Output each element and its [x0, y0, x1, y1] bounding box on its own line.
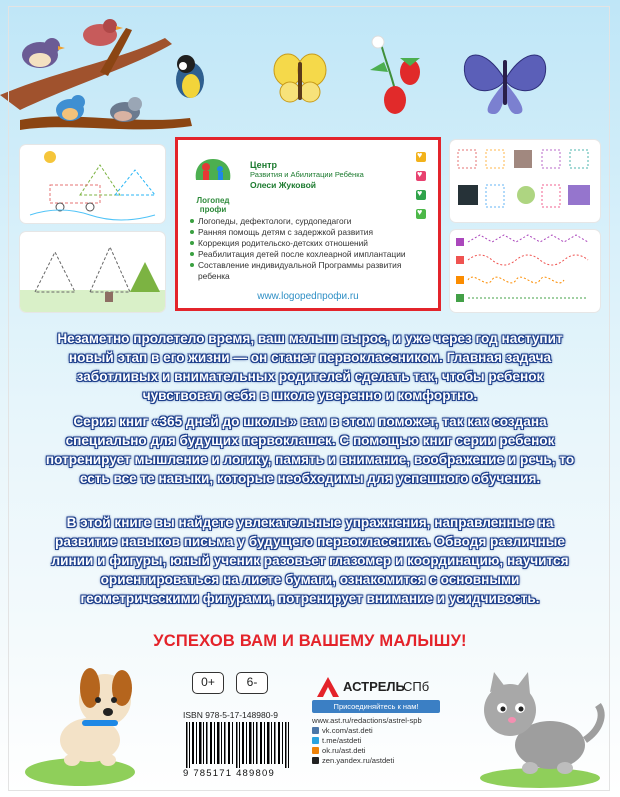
- book-content-paragraph: В этой книге вы найдете увлекательные упражнения, направленные на развитие навыков письма у будущего первоклассника. Обводя различные линии и фигуры, юный ученик разовьет глазомер и координацию, научится ориентироваться на листе бумаги, ознакомится с основными геометрическими фигурами, потренирует внимание и усидчивость.: [51, 515, 569, 606]
- services-list: [190, 216, 430, 282]
- telegram-icon: [312, 737, 319, 744]
- astrel-logo-icon: [317, 677, 339, 697]
- service-item: Составление индивидуальной Программы развития ребенка: [190, 260, 430, 282]
- telegram-link[interactable]: [312, 736, 472, 746]
- zen-link[interactable]: [312, 756, 472, 766]
- join-us-banner: Присоединяйтесь к нам!: [312, 700, 440, 713]
- heart-icon: [416, 171, 426, 181]
- age-rating-badge: 0+: [192, 672, 224, 694]
- speech-center-ad-card: [175, 137, 441, 311]
- publisher-links: [312, 716, 472, 766]
- ok-link-text: ok.ru/ast.deti: [322, 746, 366, 755]
- ok-link[interactable]: [312, 746, 472, 756]
- barcode-icon: [184, 722, 294, 768]
- logo-text-line-2: профи: [199, 205, 227, 214]
- publisher-city: СПб: [403, 679, 430, 694]
- publisher-website-link[interactable]: www.ast.ru/redactions/astrel-spb: [312, 716, 422, 725]
- odnoklassniki-icon: [312, 747, 319, 754]
- series-paragraph: Серия книг «365 дней до школы» вам в этом поможет, так как создана специально для будущих первоклашек. С помощью книг серии ребенок потренирует мышление и логику, память и внимание, воображение и речь, то есть все те навыки, которые необходимы для успешного обучения.: [45, 414, 575, 486]
- barcode-digits: 9 785171 489809: [183, 768, 275, 779]
- service-item: Ранняя помощь детям с задержкой развития: [190, 227, 430, 238]
- isbn-text: ISBN 978-5-17-148980-9: [183, 710, 278, 720]
- vk-icon: [312, 727, 319, 734]
- worksheet-thumbnail-lines: [450, 230, 600, 312]
- vk-link[interactable]: [312, 726, 472, 736]
- service-item: Логопеды, дефектологи, сурдопедагоги: [190, 216, 430, 227]
- vk-link-text: vk.com/ast.deti: [322, 726, 373, 735]
- zen-icon: [312, 757, 319, 764]
- service-item: Коррекция родительско-детских отношений: [190, 238, 430, 249]
- center-website-link[interactable]: www.logopedпрофи.ru: [257, 291, 359, 302]
- center-title-block: [250, 160, 364, 190]
- zen-link-text: zen.yandex.ru/astdeti: [322, 756, 395, 765]
- yellow-butterfly-illustration: [270, 48, 330, 108]
- age-recommendation-badge: 6-: [236, 672, 268, 694]
- center-subtitle: Развития и Абилитации Ребёнка: [250, 170, 364, 179]
- purple-butterfly-illustration: [455, 40, 555, 120]
- logo-wordmark: [187, 196, 239, 214]
- logo-text-line-1: Логопед: [196, 196, 230, 205]
- worksheet-thumbnail-trees: [20, 232, 165, 312]
- telegram-link-text: t.me/astdeti: [322, 736, 362, 745]
- service-item: Реабилитация детей после кохлеарной имплантации: [190, 249, 430, 260]
- publisher-logo: [317, 675, 437, 699]
- heart-icon: [416, 152, 426, 162]
- heart-icon: [416, 190, 426, 200]
- puppy-illustration: [20, 660, 160, 790]
- center-name: Олеси Жуковой: [250, 180, 316, 190]
- worksheet-thumbnail-shapes: [20, 145, 165, 223]
- kitten-illustration: [460, 660, 610, 790]
- intro-paragraph: Незаметно пролетело время, ваш малыш вырос, и уже через год наступит новый этап в его жизни — он станет первоклассником. Главная задача заботливых и внимательных родителей сделать так, чтобы ребенок чувствовал себя в школе уверенно и комфортно.: [57, 331, 563, 403]
- birds-on-branch-illustration: [0, 0, 260, 150]
- strawberry-illustration: [350, 30, 440, 120]
- center-label: Центр: [250, 160, 278, 170]
- publisher-name: АСТРЕЛЬ: [343, 679, 405, 694]
- slogan-heading: УСПЕХОВ ВАМ И ВАШЕМУ МАЛЫШУ!: [153, 632, 467, 650]
- worksheet-thumbnail-patterns: [450, 140, 600, 222]
